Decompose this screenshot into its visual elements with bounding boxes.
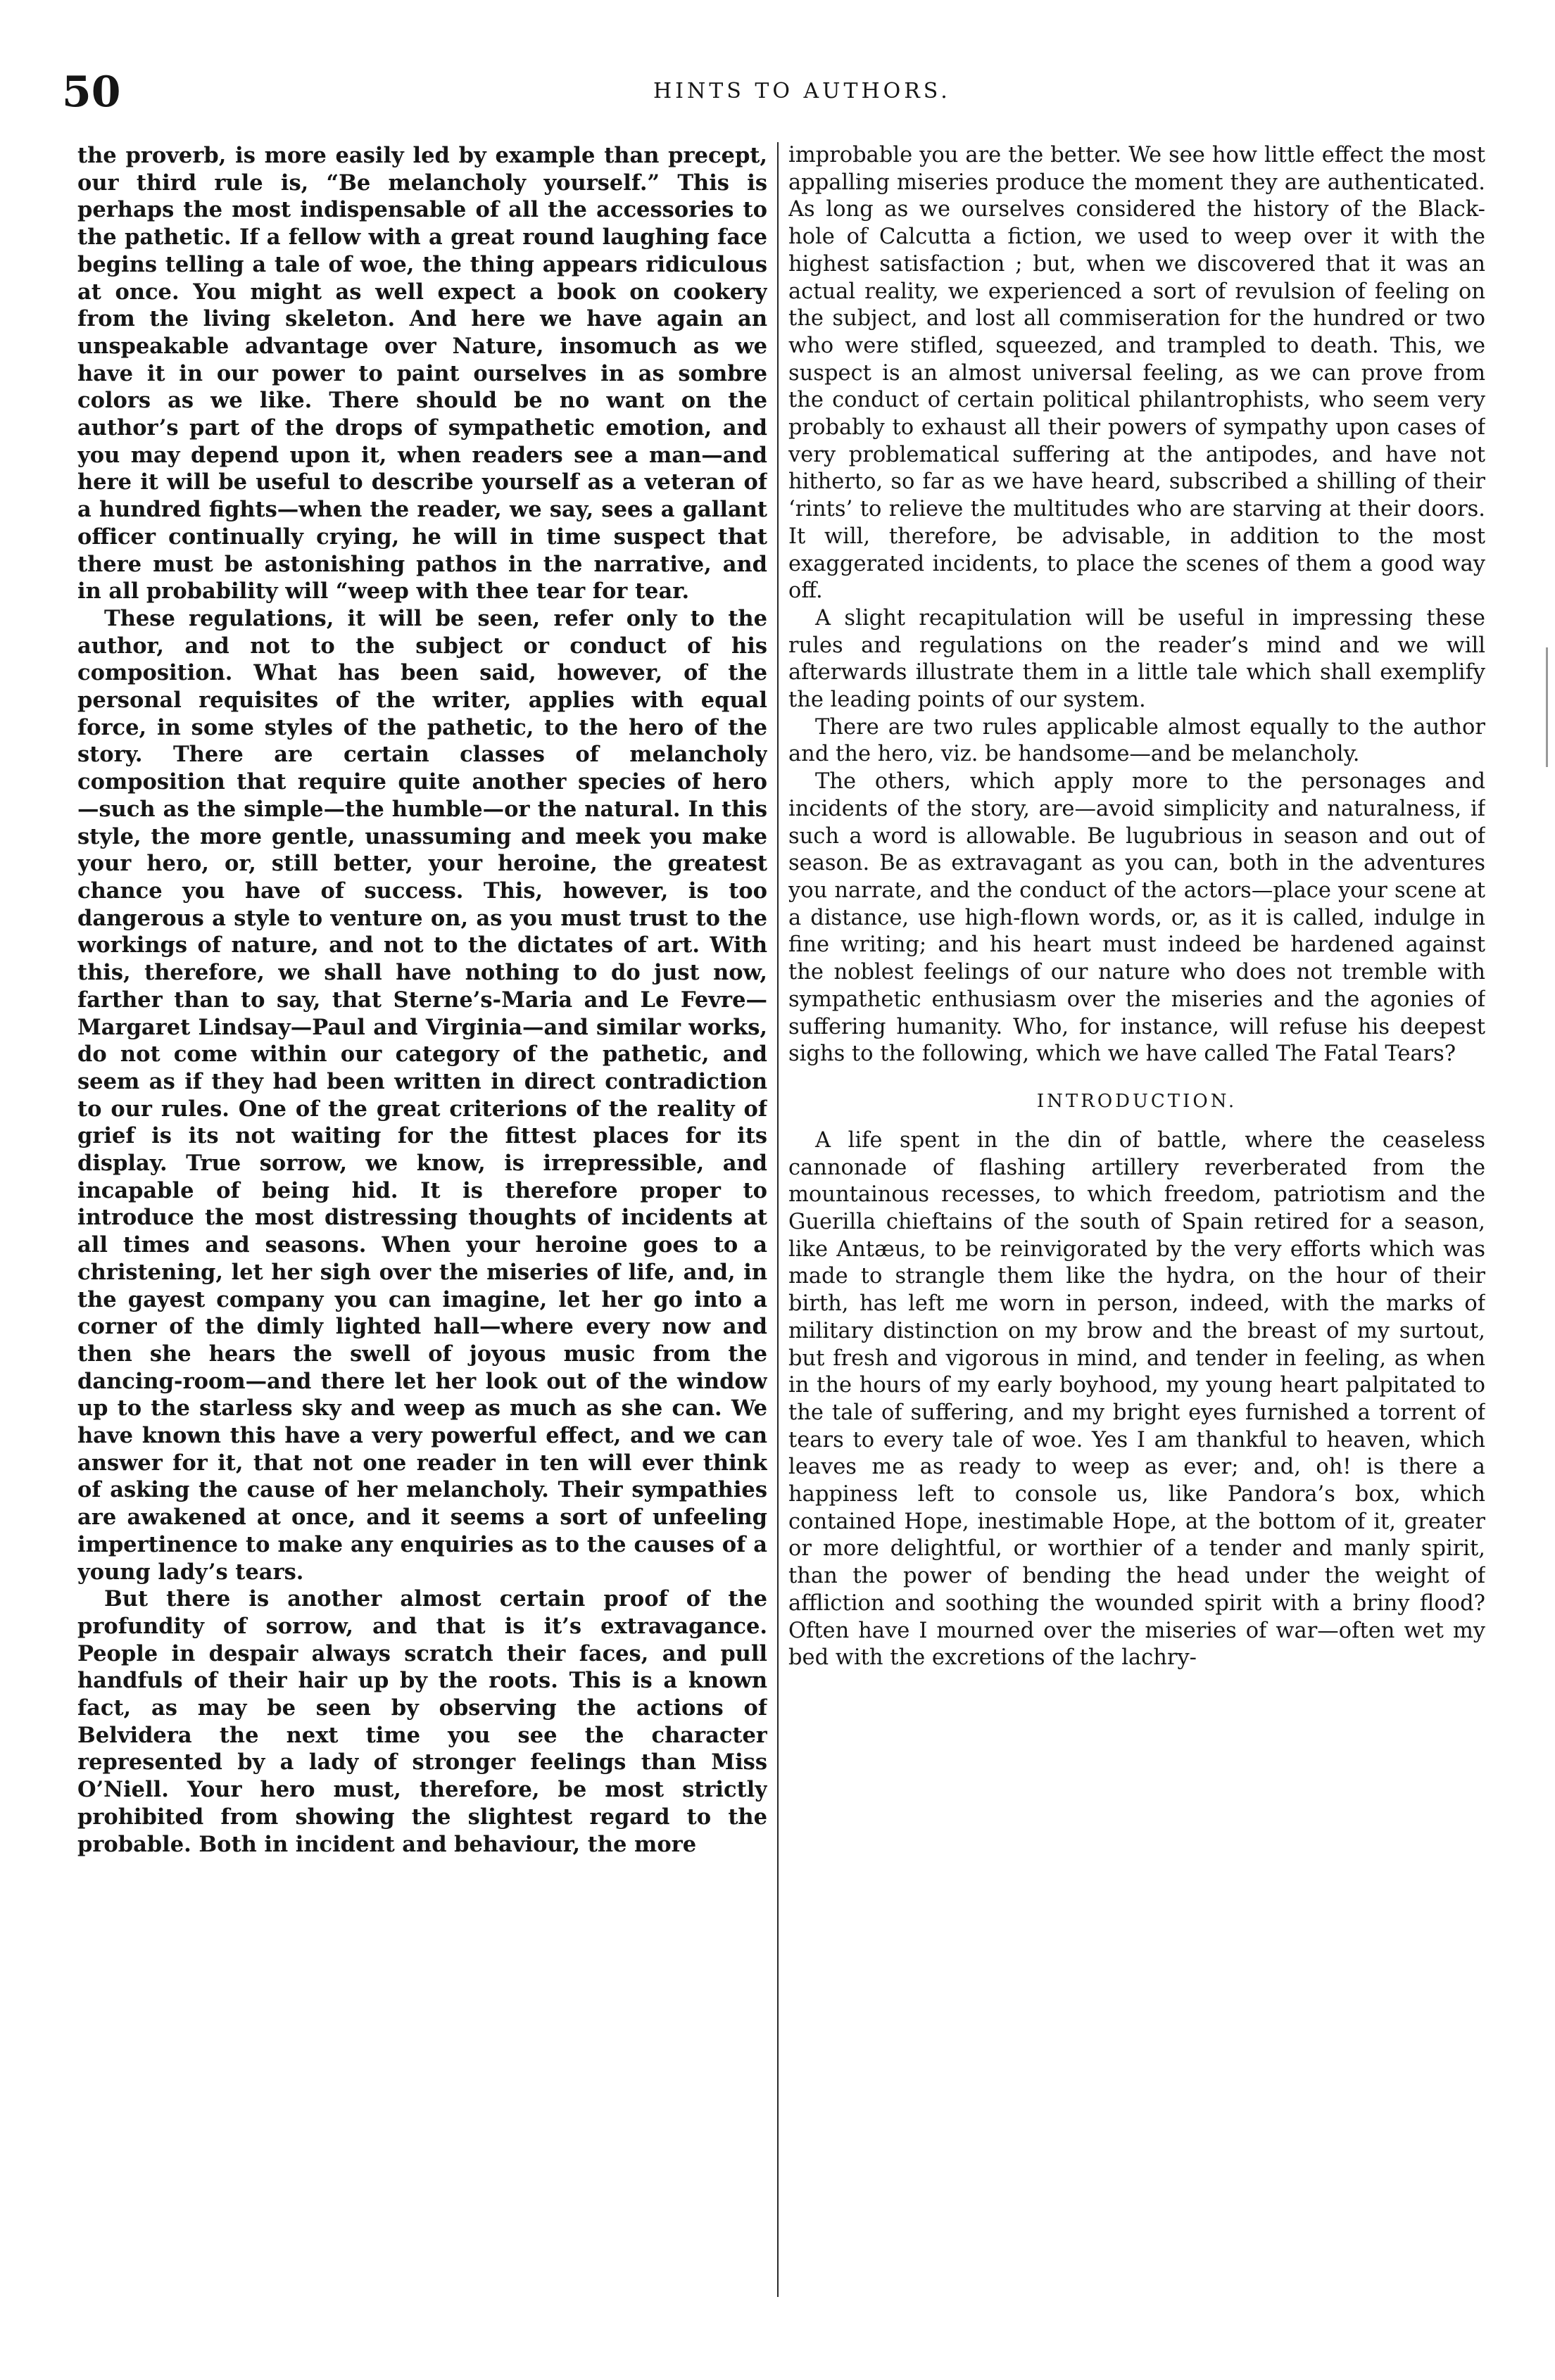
left-column: [77, 142, 767, 2297]
paragraph: The others, which apply more to the personages and incidents of the story, are—avoid simplicity and naturalness, if such a word is allowable. Be lugubrious in season and out of season. Be as extravagant as you can, both in the adventures you narrate, and the conduct of the actors—place your scene at a distance, use high-flown words, or, as it is called, indulge in fine writing; and his heart must indeed be hardened against the noblest feelings of our nature who does not tremble with sympathetic enthusiasm over the miseries and the agonies of suffering humanity. Who, for instance, will refuse his deepest sighs to the following, which we have called The Fatal Tears?: [788, 769, 1485, 1067]
paragraph: A life spent in the din of battle, where the ceaseless cannonade of flashing artillery reverberated from the mountainous recesses, to which freedom, patriotism and the Guerilla chieftains of the south of Spain retired for a season, like Antæus, to be reinvigorated by the very efforts which was made to strangle them like the hydra, on the hour of their birth, has left me worn in person, indeed, with the marks of military distinction on my brow and the breast of my surtout, but fresh and vigorous in mind, and tender in feeling, as when in the hours of my early boyhood, my young heart palpitated to the tale of suffering, and my bright eyes furnished a torrent of tears to every tale of woe. Yes I am thankful to heaven, which leaves me as ready to weep as ever; and, oh! is there a happiness left to console us, like Pandora’s box, which contained Hope, inestimable Hope, at the bottom of it, greater or more delightful, or worthier of a tender and manly spirit, than the power of bending the head under the weight of affliction and soothing the wounded spirit with a briny flood? Often have I mourned over the miseries of war—often wet my bed with the excretions of the lachry-: [788, 1127, 1485, 1671]
page-header: [62, 68, 1477, 131]
paragraph: These regulations, it will be seen, refer only to the author, and not to the subject or conduct of his composition. What has been said, however, of the personal requisites of the writer, applies with equal force, in some styles of the pathetic, to the hero of the story. There are certain classes of melancholy composition that require quite another species of hero —such as the simple—the humble—or the natural. In this style, the more gentle, unassuming and meek you make your hero, or, still better, your heroine, the greatest chance you have of success. This, however, is too dangerous a style to venture on, as you must trust to the workings of nature, and not to the dictates of art. With this, therefore, we shall have nothing to do just now, farther than to say, that Sterne’s-Maria and Le Fevre—Margaret Lindsay—Paul and Virginia—and similar works, do not come within our category of the pathetic, and seem as if they had been written in direct contradiction to our rules. One of the great criterions of the reality of grief is its not waiting for the fittest places for its display. True sorrow, we know, is irrepressible, and incapable of being hid. It is therefore proper to introduce the most distressing thoughts of incidents at all times and seasons. When your heroine goes to a christening, let her sigh over the miseries of life, and, in the gayest company you can imagine, let her go into a corner of the dimly lighted hall—where every now and then she hears the swell of joyous music from the dancing-room—and there let her look out of the window up to the starless sky and weep as much as she can. We have known this have a very powerful effect, and we can answer for it, that not one reader in ten will ever think of asking the cause of her melancholy. Their sympathies are awakened at once, and it seems a sort of unfeeling impertinence to make any enquiries as to the causes of a young lady’s tears.: [77, 605, 767, 1585]
paragraph: the proverb, is more easily led by example than precept, our third rule is, “Be melancholy yourself.” This is perhaps the most indispensable of all the accessories to the pathetic. If a fellow with a great round laughing face begins telling a tale of woe, the thing appears ridiculous at once. You might as well expect a book on cookery from the living skeleton. And here we have again an unspeakable advantage over Nature, insomuch as we have it in our power to paint ourselves in as sombre colors as we like. There should be no want on the author’s part of the drops of sympathetic emotion, and you may depend upon it, when readers see a man—and here it will be useful to describe yourself as a veteran of a hundred fights—when the reader, we say, sees a gallant officer continually crying, he will in time suspect that there must be astonishing pathos in the narrative, and in all probability will “weep with thee tear for tear.: [77, 143, 767, 605]
page-number: 50: [62, 68, 121, 117]
running-head: HINTS TO AUTHORS.: [653, 79, 951, 103]
paragraph: A slight recapitulation will be useful in impressing these rules and regulations on the reader’s mind and we will afterwards illustrate them in a little tale which shall exemplify the leading points of our system.: [788, 605, 1485, 713]
margin-mark: [1546, 647, 1548, 767]
paragraph: improbable you are the better. We see how little effect the most appalling miseries produce the moment they are authenticated. As long as we ourselves considered the history of the Black-hole of Calcutta a fiction, we used to weep over it with the highest satisfaction ; but, when we discovered that it was an actual reality, we experienced a sort of revulsion of feeling on the subject, and lost all commiseration for the hundred or two who were stifled, squeezed, and trampled to death. This, we suspect is an almost universal feeling, as we can prove from the conduct of certain political philantrophists, who seem very probably to exhaust all their powers of sympathy upon cases of very problematical suffering at the antipodes, and have not hitherto, so far as we have heard, subscribed a shilling of their ‘rints’ to relieve the multitudes who are starving at their doors. It will, therefore, be advisable, in addition to the most exaggerated incidents, to place the scenes of them a good way off.: [788, 143, 1485, 604]
section-heading: INTRODUCTION.: [1036, 1090, 1238, 1112]
paragraph: There are two rules applicable almost equally to the author and the hero, viz. be handsome—and be melancholy.: [788, 714, 1485, 767]
column-divider: [777, 142, 779, 2297]
paragraph: But there is another almost certain proof of the profundity of sorrow, and that is it’s extravagance. People in despair always scratch their faces, and pull handfuls of their hair up by the roots. This is a known fact, as may be seen by observing the actions of Belvidera the next time you see the character represented by a lady of stronger feelings than Miss O’Niell. Your hero must, therefore, be most strictly prohibited from showing the slightest regard to the probable. Both in incident and behaviour, the more: [77, 1586, 767, 1857]
right-column: [788, 142, 1485, 2297]
